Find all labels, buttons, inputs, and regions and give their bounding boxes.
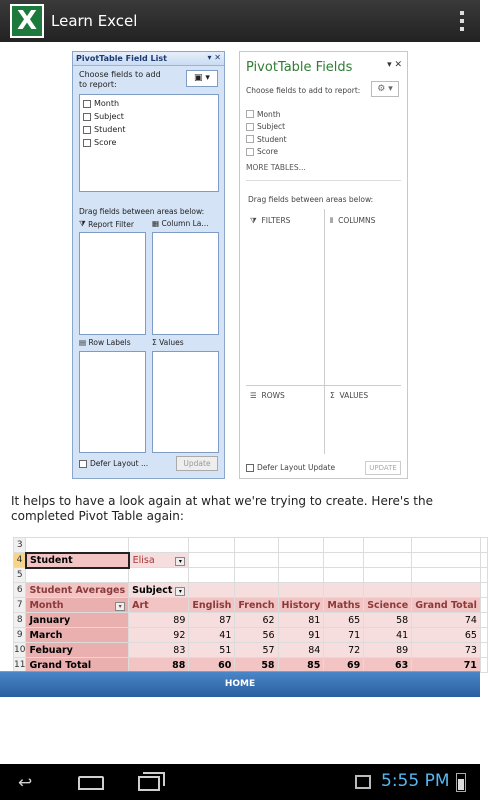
- filter-icon: ⧩: [79, 219, 89, 228]
- column-header: Maths: [324, 598, 364, 613]
- checkbox[interactable]: [246, 148, 254, 156]
- defer-layout[interactable]: Defer Layout ...: [79, 459, 148, 468]
- notification-image-icon[interactable]: [355, 775, 371, 789]
- update-button[interactable]: Update: [176, 456, 218, 471]
- field-item[interactable]: Subject: [246, 121, 287, 134]
- value-cell: 65: [412, 628, 481, 643]
- column-labels-area[interactable]: [152, 232, 219, 335]
- report-filter-area[interactable]: [79, 232, 146, 335]
- action-bar: [0, 0, 480, 42]
- row-dropdown-icon[interactable]: ▾: [115, 602, 125, 611]
- checkbox[interactable]: [79, 460, 87, 468]
- corner-label: Student Averages: [26, 583, 129, 598]
- row-label: March: [26, 628, 129, 643]
- more-tables-link[interactable]: MORE TABLES...: [246, 163, 306, 172]
- row-number: 11: [14, 658, 26, 673]
- row-labels-label: ▤ Row Labels: [79, 338, 131, 347]
- back-icon[interactable]: ↩: [18, 773, 33, 793]
- panel-title: PivotTable Fields: [246, 60, 353, 75]
- recent-apps-icon[interactable]: [138, 776, 160, 791]
- field-item[interactable]: Student: [246, 133, 287, 146]
- clock: 5:55 PM: [381, 771, 450, 791]
- filters-label: ⧩ FILTERS: [250, 216, 291, 225]
- pivot-table-screenshot: [13, 537, 477, 671]
- checkbox[interactable]: [246, 123, 254, 131]
- value-cell: 87: [189, 613, 235, 628]
- layout-dropdown-icon[interactable]: ▣ ▾: [186, 70, 218, 87]
- table-row: [14, 598, 488, 613]
- value-cell: 88: [129, 658, 189, 673]
- value-cell: 65: [324, 613, 364, 628]
- row-number: 6: [14, 583, 26, 598]
- update-button[interactable]: UPDATE: [365, 461, 401, 475]
- choose-fields-label: Choose fields to add to report:: [246, 86, 361, 95]
- checkbox[interactable]: [246, 464, 254, 472]
- app-title: Learn Excel: [51, 12, 138, 30]
- value-cell: 85: [278, 658, 324, 673]
- overflow-menu-icon[interactable]: [460, 11, 466, 31]
- value-cell: 74: [412, 613, 481, 628]
- excel-app-icon[interactable]: X: [10, 4, 44, 38]
- checkbox[interactable]: [83, 113, 91, 121]
- divider: [246, 180, 401, 181]
- field-item[interactable]: Month: [83, 97, 215, 110]
- checkbox[interactable]: [83, 126, 91, 134]
- field-item[interactable]: Score: [83, 136, 215, 149]
- value-cell: 41: [189, 628, 235, 643]
- sigma-icon: Σ: [152, 338, 160, 347]
- values-label: Σ VALUES: [330, 391, 369, 400]
- filter-value-cell[interactable]: Elisa ▾: [129, 553, 189, 568]
- value-cell: 84: [278, 643, 324, 658]
- row-number: 3: [14, 538, 26, 553]
- value-cell: 60: [189, 658, 235, 673]
- columns-icon: ▦: [152, 219, 162, 228]
- checkbox[interactable]: [246, 135, 254, 143]
- lesson-paragraph: It helps to have a look again at what we're trying to create. Here's the completed Pivot Table again:: [11, 494, 433, 523]
- choose-fields-label: Choose fields to add to report:: [79, 70, 161, 89]
- pivot-field-list-modern: [239, 51, 408, 479]
- table-row: [14, 643, 488, 658]
- row-number: 5: [14, 568, 26, 583]
- value-cell: 71: [324, 628, 364, 643]
- table-row: [14, 538, 488, 553]
- field-item[interactable]: Score: [246, 146, 287, 159]
- column-header: Grand Total: [412, 598, 481, 613]
- row-number: 9: [14, 628, 26, 643]
- gear-icon[interactable]: ⚙ ▾: [371, 81, 399, 97]
- row-labels-cell[interactable]: Month ▾: [26, 598, 129, 613]
- filter-label-cell[interactable]: Student: [26, 553, 129, 568]
- table-row: [14, 568, 488, 583]
- value-cell: 62: [235, 613, 278, 628]
- pivot-field-list-classic: [72, 51, 225, 479]
- close-icon[interactable]: ▾ ✕: [387, 60, 402, 70]
- column-labels-cell[interactable]: Subject ▾: [129, 583, 189, 598]
- rows-icon: ▤: [79, 338, 89, 347]
- report-filter-label: ⧩ Report Filter: [79, 219, 134, 229]
- table-row: [14, 553, 488, 568]
- table-row: [14, 613, 488, 628]
- field-item[interactable]: Month: [246, 108, 287, 121]
- table-row: [14, 583, 488, 598]
- filter-icon: ⧩: [250, 216, 262, 225]
- field-list: [246, 108, 287, 158]
- value-cell: 83: [129, 643, 189, 658]
- field-list-box: [79, 94, 219, 192]
- value-cell: 89: [129, 613, 189, 628]
- column-header: French: [235, 598, 278, 613]
- panel-title: PivotTable Field List ▾ ✕: [73, 52, 224, 66]
- values-label: Σ Values: [152, 338, 184, 347]
- system-nav-bar: [0, 764, 480, 800]
- table-row: [14, 628, 488, 643]
- column-header: Science: [364, 598, 412, 613]
- value-cell: 91: [278, 628, 324, 643]
- drag-fields-label: Drag fields between areas below:: [248, 195, 374, 204]
- value-cell: 58: [364, 613, 412, 628]
- value-cell: 41: [364, 628, 412, 643]
- rows-label: ☰ ROWS: [250, 391, 285, 400]
- sigma-icon: Σ: [330, 391, 340, 400]
- column-header: Art: [129, 598, 189, 613]
- value-cell: 73: [412, 643, 481, 658]
- row-label: Grand Total: [26, 658, 129, 673]
- row-number: 4: [14, 553, 26, 568]
- field-item[interactable]: Student: [83, 123, 215, 136]
- column-header: History: [278, 598, 324, 613]
- close-icon[interactable]: ▾ ✕: [207, 53, 221, 62]
- home-icon[interactable]: [78, 776, 104, 790]
- value-cell: 63: [364, 658, 412, 673]
- drag-fields-label: Drag fields between areas below:: [79, 207, 205, 216]
- value-cell: 92: [129, 628, 189, 643]
- value-cell: 51: [189, 643, 235, 658]
- columns-label: ⦀ COLUMNS: [330, 216, 376, 225]
- columns-icon: ⦀: [330, 216, 339, 225]
- column-dropdown-icon[interactable]: ▾: [175, 587, 185, 596]
- divider: [324, 209, 325, 454]
- divider: [246, 385, 401, 386]
- battery-icon: [456, 773, 466, 792]
- row-label: January: [26, 613, 129, 628]
- checkbox[interactable]: [246, 110, 254, 118]
- column-header: English: [189, 598, 235, 613]
- filter-dropdown-icon[interactable]: ▾: [175, 557, 185, 566]
- value-cell: 56: [235, 628, 278, 643]
- pivot-table: [13, 537, 488, 673]
- column-labels-label: ▦ Column La...: [152, 219, 209, 228]
- defer-layout[interactable]: Defer Layout Update: [246, 463, 335, 472]
- value-cell: 89: [364, 643, 412, 658]
- row-label: Febuary: [26, 643, 129, 658]
- row-number: 10: [14, 643, 26, 658]
- value-cell: 71: [412, 658, 481, 673]
- value-cell: 58: [235, 658, 278, 673]
- value-cell: 81: [278, 613, 324, 628]
- checkbox[interactable]: [83, 100, 91, 108]
- value-cell: 57: [235, 643, 278, 658]
- values-area[interactable]: [152, 351, 219, 453]
- value-cell: 72: [324, 643, 364, 658]
- rows-icon: ☰: [250, 391, 262, 400]
- home-button[interactable]: HOME: [0, 671, 480, 697]
- field-item[interactable]: Subject: [83, 110, 215, 123]
- checkbox[interactable]: [83, 139, 91, 147]
- row-labels-area[interactable]: [79, 351, 146, 453]
- row-number: 7: [14, 598, 26, 613]
- value-cell: 69: [324, 658, 364, 673]
- row-number: 8: [14, 613, 26, 628]
